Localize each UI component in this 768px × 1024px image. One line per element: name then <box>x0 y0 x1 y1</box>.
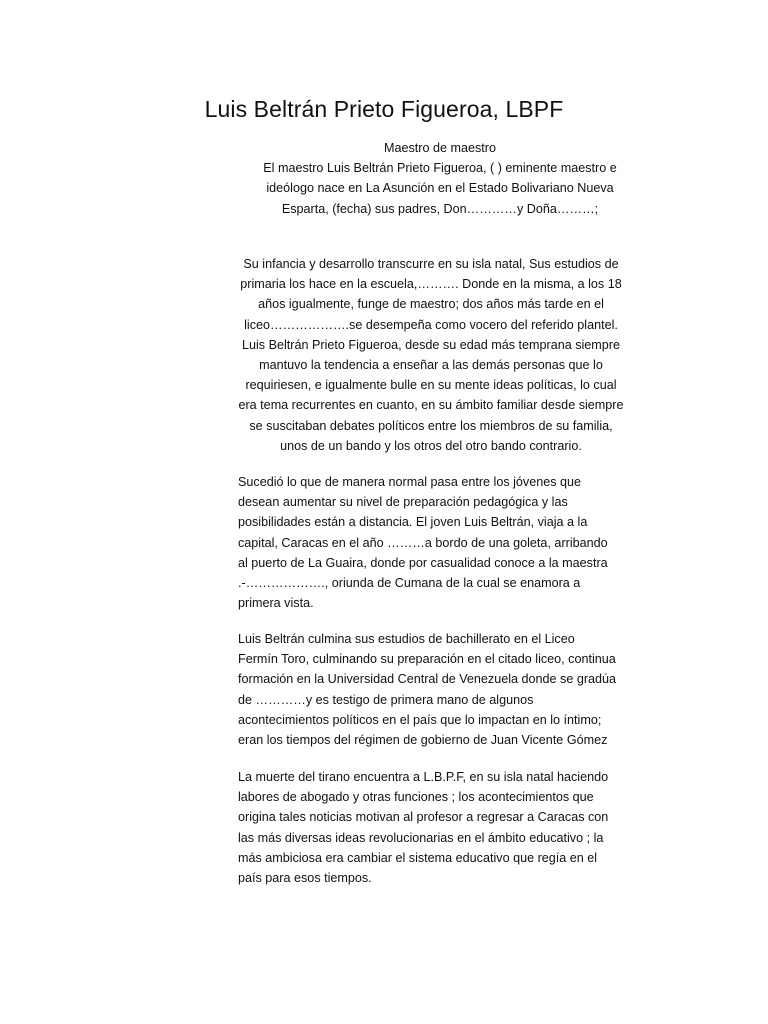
paragraph-muerte-tirano: La muerte del tirano encuentra a L.B.P.F, en su isla natal haciendo labores de abogado y otras funciones ; los acontecimientos que origina tales noticias motivan al profesor a regresar a Caracas con las más diversas ideas revolucionarias en el ámbito educativo ; la más ambiciosa era cambiar el sistema educativo que regía en el país para esos tiempos. <box>238 770 609 886</box>
intro-block <box>250 138 630 219</box>
paragraph-viaje-caracas: Sucedió lo que de manera normal pasa entre los jóvenes que desean aumentar su nivel de preparación pedagógica y las posibilidades están a distancia. El joven Luis Beltrán, viaja a la capital, Caracas en el año ………a bordo de una goleta, arribando al puerto de La Guaira, donde por casualidad conoce a la maestra .-………………., oriunda de Cumana de la cual se enamora a primera vista. <box>238 475 608 611</box>
subtitle: Maestro de maestro <box>384 141 496 155</box>
page-title: Luis Beltrán Prieto Figueroa, LBPF <box>204 96 564 122</box>
paragraph-estudios: Luis Beltrán culmina sus estudios de bachillerato en el Liceo Fermín Toro, culminando su preparación en el citado liceo, continua formación en la Universidad Central de Venezuela donde se gradúa de …………y es testigo de primera mano de algunos acontecimientos políticos en el país que lo impactan en lo íntimo; eran los tiempos del régimen de gobierno de Juan Vicente Gómez <box>238 632 617 748</box>
intro-text: El maestro Luis Beltrán Prieto Figueroa, ( ) eminente maestro e ideólogo nace en La Asunción en el Estado Bolivariano Nueva Esparta, (fecha) sus padres, Don…………y Doña………; <box>263 161 617 216</box>
paragraph-infancia: Su infancia y desarrollo transcurre en su isla natal, Sus estudios de primaria los hace en la escuela,………. Donde en la misma, a los 18 años igualmente, funge de maestro; dos años más tarde en el liceo……………….se desempeña como vocero del referido plantel. Luis Beltrán Prieto Figueroa, desde su edad más temprana siempre mantuvo la tendencia a enseñar a las demás personas que lo requiriesen, e igualmente bulle en su mente ideas políticas, lo cual era tema recurrentes en cuanto, en su ámbito familiar desde siempre se suscitaban debates políticos entre los miembros de su familia, unos de un bando y los otros del otro bando contrario. <box>238 257 624 453</box>
